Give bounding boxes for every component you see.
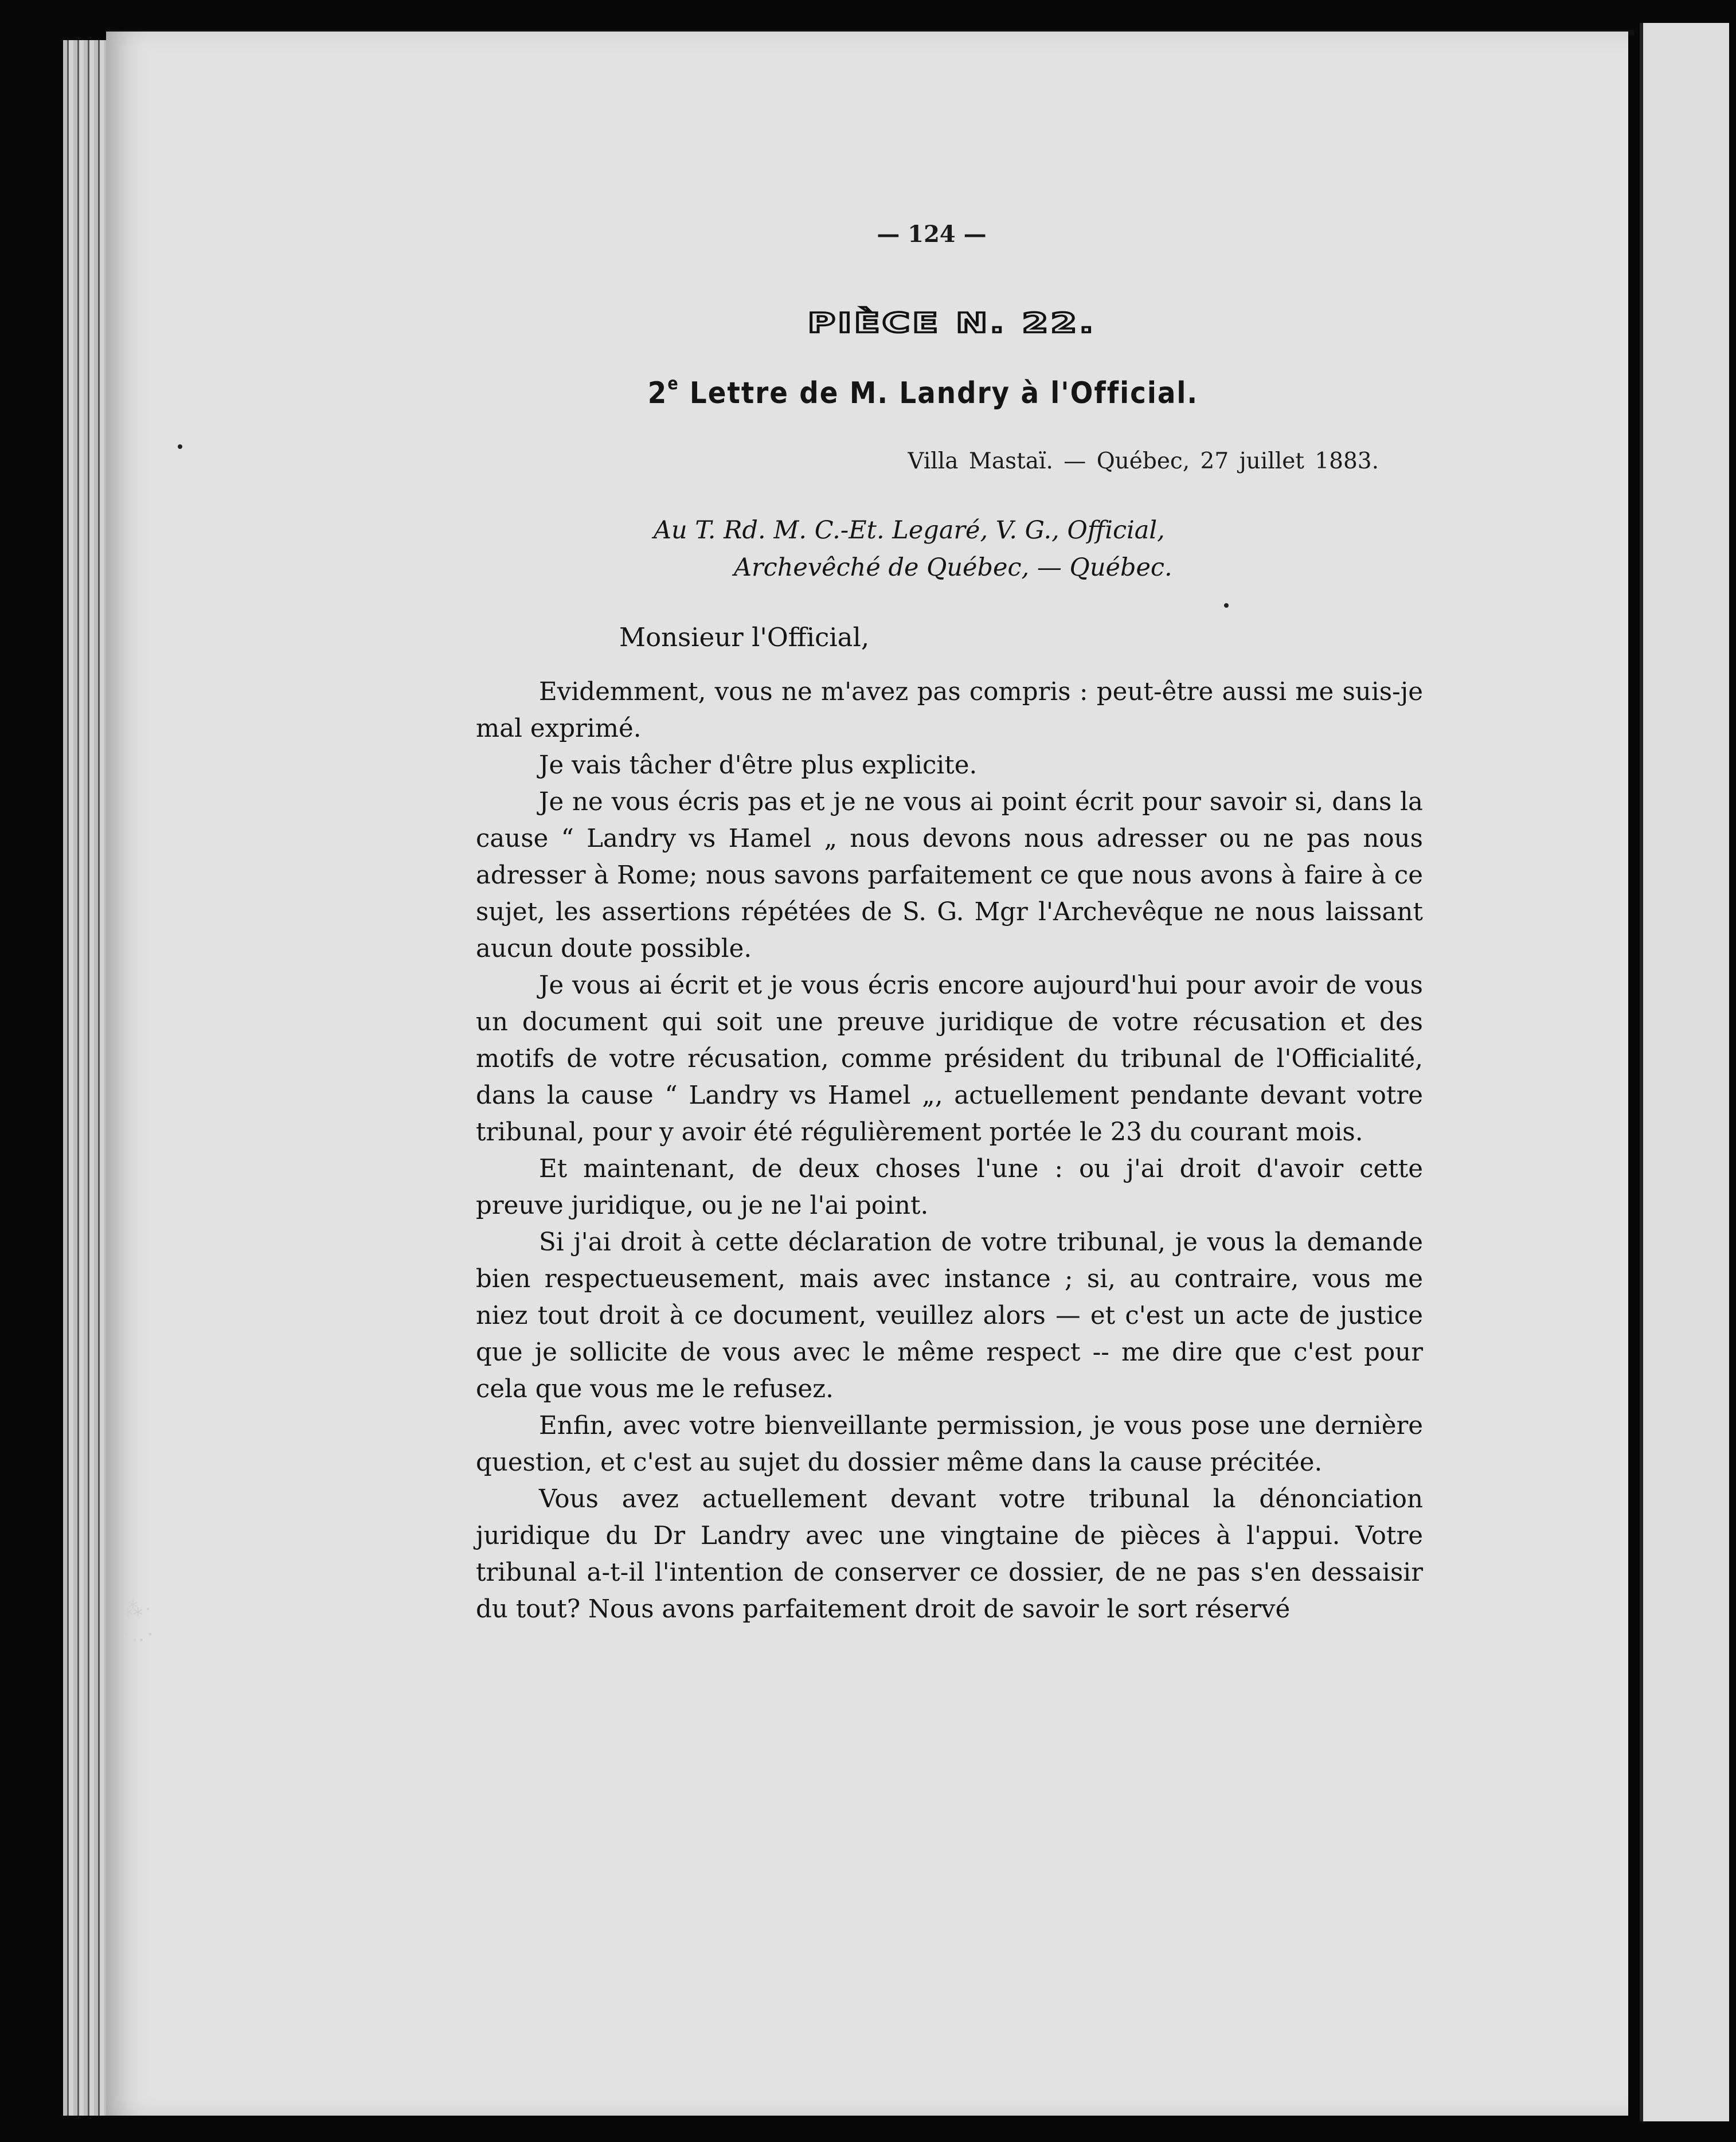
- address-line-1: Au T. Rd. M. C.-Et. Legaré, V. G., Official,: [654, 516, 1165, 545]
- paragraph: Enfin, avec votre bienveillante permission, je vous pose une dernière question, et c'est au sujet du dossier même dans la cause précitée.: [476, 1412, 1423, 1477]
- address-line-2: Archevêché de Québec, — Québec.: [734, 553, 1172, 582]
- page-number: — 124 —: [877, 221, 987, 248]
- paragraph: Je vous ai écrit et je vous écris encore aujourd'hui pour avoir de vous un document qui soit une preuve juridique de votre récusation et des motifs de votre récusation, comme président du tribunal de l'Officialité, dans la cause “ Landry vs Hamel „, actuellement pendante devant votre tribunal, pour y avoir été régulièrement portée le 23 du courant mois.: [476, 971, 1423, 1147]
- letter-body: [476, 674, 1423, 1628]
- book-page-edges: [63, 40, 109, 2116]
- paragraph: Je vais tâcher d'être plus explicite.: [539, 751, 978, 780]
- speck: [178, 444, 182, 449]
- letter-subtitle: [642, 376, 1204, 411]
- piece-title: PIÈCE N. 22.: [807, 307, 1096, 339]
- margin-marks: ⁂· ·‥·: [123, 1598, 156, 1646]
- subtitle-prefix: 2: [647, 376, 668, 411]
- salutation: Monsieur l'Official,: [619, 622, 870, 652]
- facing-page: [1640, 23, 1729, 2121]
- dateline: Villa Mastaï. — Québec, 27 juillet 1883.: [908, 448, 1379, 474]
- paragraph: Vous avez actuellement devant votre tribunal la dénonciation juridique du Dr Landry avec une vingtaine de pièces à l'appui. Votre tribunal a-t-il l'intention de conserver ce dossier, de ne pas s'en dessaisir du tout? Nous avons parfaitement droit de savoir le sort réservé: [476, 1485, 1423, 1624]
- paragraph: Evidemment, vous ne m'avez pas compris : peut-être aussi me suis-je mal exprimé.: [476, 678, 1423, 743]
- paragraph: Si j'ai droit à cette déclaration de votre tribunal, je vous la demande bien respectueusement, mais avec instance ; si, au contraire, vous me niez tout droit à ce document, veuillez alors — et c'est un acte de justice que je sollicite de vous avec le même respect -- me dire que c'est pour cela que vous me le refusez.: [476, 1228, 1423, 1404]
- speck: [1224, 603, 1229, 608]
- paragraph: Je ne vous écris pas et je ne vous ai point écrit pour savoir si, dans la cause “ Landry vs Hamel „ nous devons nous adresser ou ne pas nous adresser à Rome; nous savons parfaitement ce que nous avons à faire à ce sujet, les assertions répétées de S. G. Mgr l'Archevêque ne nous laissant aucun doute possible.: [476, 788, 1423, 963]
- subtitle-text: Lettre de M. Landry à l'Official.: [679, 376, 1199, 411]
- paragraph: Et maintenant, de deux choses l'une : ou j'ai droit d'avoir cette preuve juridique, ou je ne l'ai point.: [476, 1155, 1423, 1220]
- subtitle-superscript: e: [667, 374, 679, 394]
